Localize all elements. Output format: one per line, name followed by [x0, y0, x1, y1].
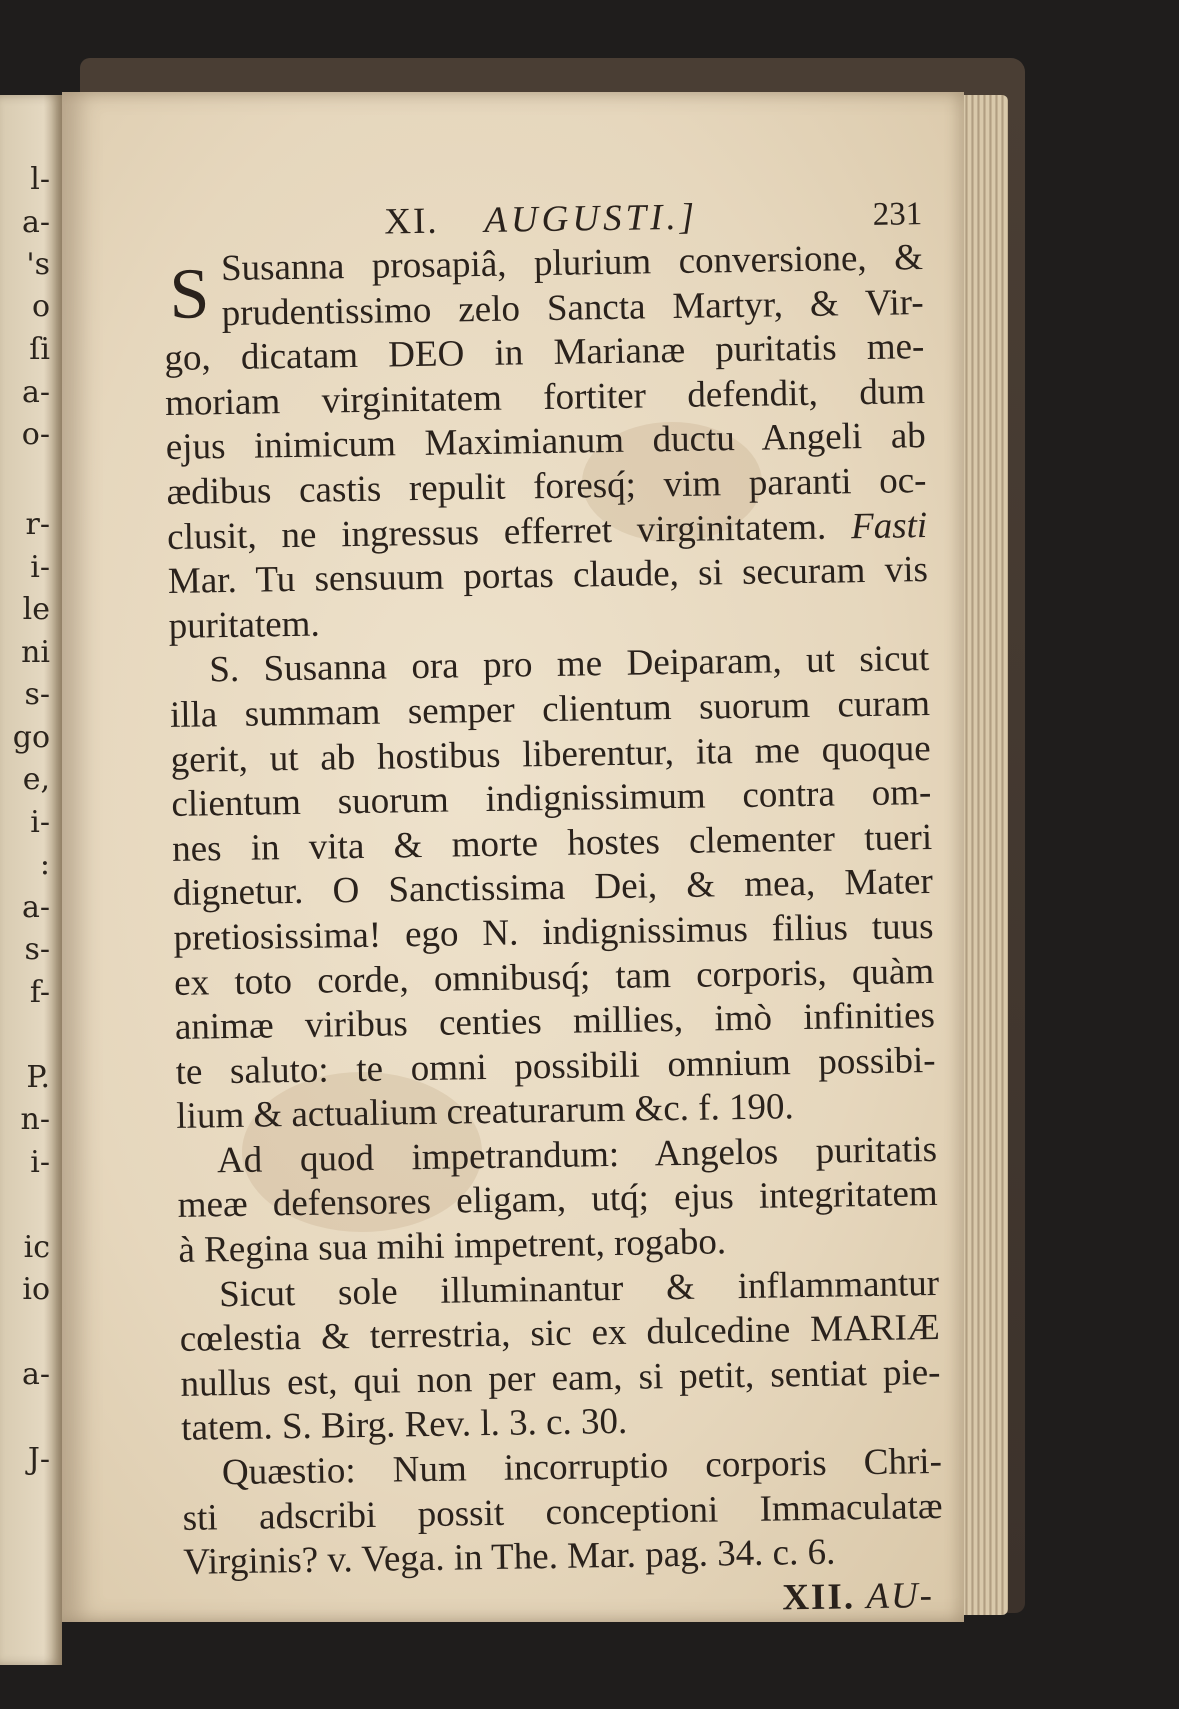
left-page-fragment: i-: [30, 1145, 50, 1180]
text-line: go, dicatam DEO in Marianæ puritatis me-: [164, 326, 925, 380]
left-page-fragment: :: [39, 847, 50, 882]
header-day: XI.: [383, 200, 439, 243]
text-line: sti adscribi possit conceptioni Immaculatæ: [182, 1485, 943, 1539]
text-line: gerit, ut ab hostibus liberentur, ita me quoque: [170, 727, 931, 781]
left-page-fragment: a-: [21, 1357, 50, 1392]
text-line: tatem. S. Birg. Rev. l. 3. c. 30.: [180, 1401, 628, 1450]
left-page-fragment: io: [22, 1272, 50, 1307]
left-page-fragment: go: [12, 720, 50, 755]
text-line: pretiosissima! ego N. indignissimus filius tuus: [173, 905, 934, 959]
source-reference: Fasti: [850, 504, 928, 547]
left-page-fragment: s-: [24, 677, 50, 712]
text-line: te saluto: te omni possibili omnium possibi-: [175, 1039, 936, 1093]
text-line: ejus inimicum Maximianum ductu Angeli ab: [165, 415, 927, 469]
left-page-fragment: ſi: [29, 332, 50, 367]
left-page-fragment: o: [31, 289, 50, 324]
left-page-fragment: 's: [26, 247, 50, 282]
text-line: animæ viribus centies millies, imò infinities: [174, 995, 936, 1048]
text-line: prudentissimo zelo Sancta Martyr, & Vir-: [221, 281, 924, 334]
text-line: Ad quod impetrandum: Angelos puritatis: [216, 1128, 938, 1182]
text-line: à Regina sua mihi impetrent, rogabo.: [178, 1221, 727, 1271]
left-page-fragment: ni: [21, 635, 50, 670]
left-page-fragment: e,: [22, 762, 50, 797]
text-line: Virginis? v. Vega. in The. Mar. pag. 34. c. 6.: [183, 1531, 836, 1584]
book-page: [62, 92, 964, 1622]
left-facing-page: [0, 95, 62, 1665]
text-segment: clusit, ne ingressus efferret virginitatem.: [166, 506, 827, 558]
text-line: dignetur. O Sanctissima Dei, & mea, Mater: [172, 861, 934, 915]
left-page-fragment: s-: [24, 932, 50, 967]
page-number: 231: [872, 196, 923, 233]
paragraph: [177, 1128, 939, 1274]
left-page-fragment: a-: [21, 375, 50, 410]
left-page-fragment: a-: [21, 205, 50, 240]
left-page-fragment: l-: [30, 162, 50, 197]
left-page-fragment: n-: [20, 1102, 50, 1137]
paragraph: [179, 1262, 942, 1452]
left-page-fragment: le: [22, 592, 50, 627]
drop-cap: S: [168, 253, 211, 334]
text-line: lium & actualium creaturarum &c. f. 190.: [176, 1086, 795, 1138]
left-page-fragment: a-: [21, 890, 50, 925]
left-page-fragment: o-: [21, 417, 50, 452]
text-block: [162, 192, 944, 1630]
left-page-fragment: P.: [26, 1060, 50, 1095]
text-line: puritatem.: [168, 603, 320, 647]
header-month: AUGUSTI.]: [483, 196, 699, 241]
text-line: cœlestia & terrestria, sic ex dulcedine MARIÆ: [179, 1307, 941, 1361]
left-page-fragment: J-: [27, 1442, 50, 1477]
paragraph: [182, 1440, 944, 1586]
catchword-number: XII.: [781, 1576, 856, 1619]
catchword-text: AU-: [865, 1574, 935, 1617]
text-line: moriam virginitatem fortiter defendit, dum: [164, 370, 926, 424]
text-line: Sicut sole illuminantur & inflammantur: [218, 1262, 940, 1315]
left-page-fragment: f-: [29, 975, 50, 1010]
text-line: S. Susanna ora pro me Deiparam, ut sicut: [209, 638, 930, 691]
text-line: nes in vita & morte hostes clementer tueri: [171, 816, 933, 870]
text-line: clientum suorum indignissimum contra om-: [171, 772, 932, 826]
left-page-fragment: i-: [30, 550, 50, 585]
paragraph: [169, 637, 937, 1139]
left-page-fragment: ic: [23, 1230, 50, 1265]
text-line: Susanna prosapiâ, plurium conversione, &: [220, 237, 924, 290]
left-page-fragment: r-: [25, 507, 50, 542]
text-line: Mar. Tu sensuum portas claude, si securam vis: [167, 549, 929, 603]
text-line: nullus est, qui non per eam, si petit, sentiat pie-: [180, 1351, 941, 1405]
text-line: ex toto corde, omnibusq́; tam corporis, quàm: [173, 950, 935, 1004]
paragraph: [163, 236, 929, 649]
text-line: ædibus castis repulit foresq́; vim paranti oc-: [166, 459, 927, 513]
left-page-fragment: i-: [30, 805, 50, 840]
text-line: Quæstio: Num incorruptio corporis Chri-: [221, 1440, 943, 1494]
text-line: illa summam semper clientum suorum curam: [169, 682, 931, 736]
text-line: meæ defensores eligam, utq́; ejus integritatem: [177, 1173, 938, 1227]
